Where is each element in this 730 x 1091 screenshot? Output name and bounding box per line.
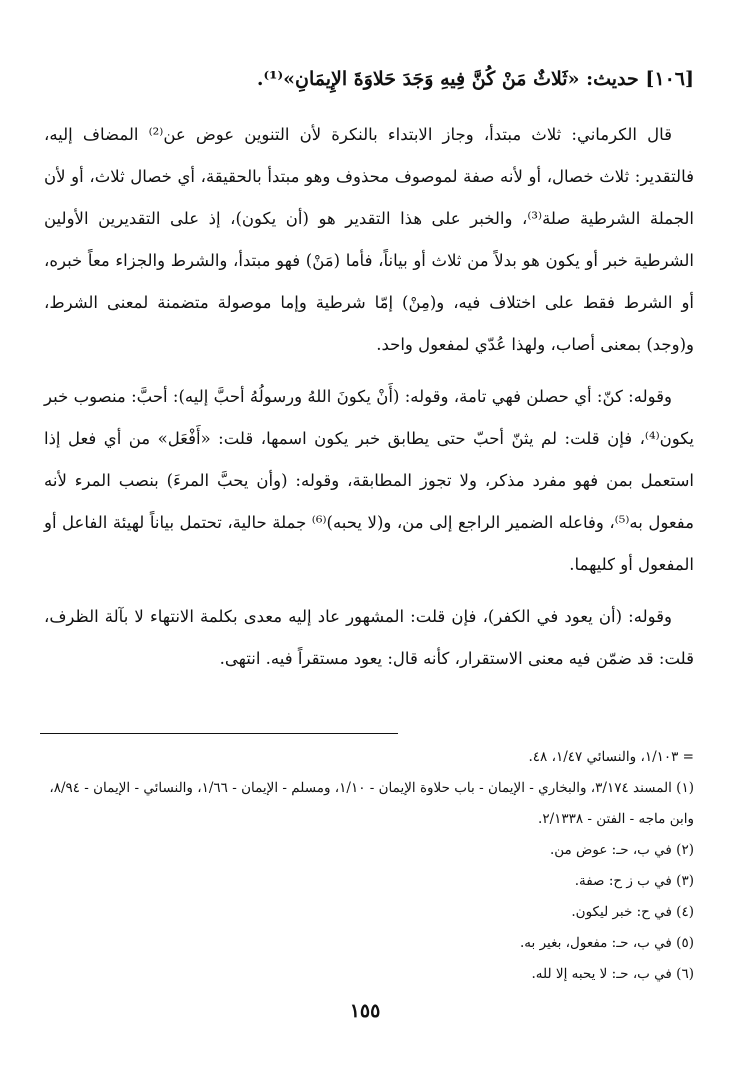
footnote-6: (٦) في ب، حـ: لا يحبه إلا لله. — [531, 966, 694, 982]
footnotes — [44, 742, 694, 990]
paragraph-kunna: وقوله: كنّ: أي حصلن فهي تامة، وقوله: (أَنْ يكونَ اللهُ ورسولُهُ أحبَّ إليه): أحبَّ: منصوب خبر يكون⁽⁴⁾، فإن قلت: لم يثنّ أحبّ حتى يطابق خبر يكون اسمها، قلت: «أَفْعَل» من أي فعل إذا استعمل بمن فهو مفرد مذكر، ولا تجوز المطابقة، وقوله: (وأن يحبَّ المرءَ) بنصب المرء لأنه مفعول به⁽⁵⁾، وفاعله الضمير الراجع إلى من، و(لا يحبه)⁽⁶⁾ جملة حالية، تحتمل بياناً لهيئة الفاعل أو المفعول أو كليهما. — [44, 387, 694, 574]
paragraph-kirmani: قال الكرماني: ثلاث مبتدأ، وجاز الابتداء بالنكرة لأن التنوين عوض عن⁽²⁾ المضاف إليه، فالتقدير: ثلاث خصال، أو لأنه صفة لموصوف محذوف وهو مبتدأ بالحقيقة، أي خصال ثلاث، أو لأن الجملة الشرطية صلة⁽³⁾، والخبر على هذا التقدير هو (أن يكون)، إذ على التقديرين الأولين الشرطية خبر أو يكون هو بدلاً من ثلاث أو بياناً، فأما (مَنْ) فهو مبتدأ، والشرط والجزاء معاً خبره، أو الشرط فقط على اختلاف فيه، و(مِنْ) إمّا شرطية وإما موصولة متضمنة لمعنى الشرط، و(وجد) بمعنى أصاب، ولهذا عُدّي لمفعول واحد. — [44, 125, 694, 354]
footnote-4: (٤) في ح: خبر ليكون. — [571, 904, 694, 920]
footnote-1: (١) المسند ٣/١٧٤، والبخاري - الإيمان - باب حلاوة الإيمان - ١/١٠، ومسلم - الإيمان - ١/٦٦، والنسائي - الإيمان - ٨/٩٤، وابن ماجه - الفتن - ٢/١٣٣٨. — [49, 780, 694, 827]
footnote-continuation: = ١/١٠٣، والنسائي ١/٤٧، ٤٨. — [528, 749, 694, 765]
footnote-5: (٥) في ب، حـ: مفعول، بغير به. — [520, 935, 694, 951]
page-number: ١٥٥ — [349, 1000, 381, 1022]
main-text — [44, 62, 694, 686]
hadith-heading: [١٠٦] حديث: «ثَلاثٌ مَنْ كُنَّ فِيهِ وَجَدَ حَلاوَةَ الإِيمَانِ»⁽¹⁾. — [256, 68, 694, 90]
footnote-3: (٣) في ب ز ح: صفة. — [574, 873, 694, 889]
paragraph-yaud: وقوله: (أن يعود في الكفر)، فإن قلت: المشهور عاد إليه معدى بكلمة الانتهاء لا بآلة الظرف، قلت: قد ضمّن فيه معنى الاستقرار، كأنه قال: يعود مستقراً فيه. انتهى. — [44, 607, 694, 668]
footnote-divider — [40, 733, 398, 734]
footnote-2: (٢) في ب، حـ: عوض من. — [549, 842, 694, 858]
